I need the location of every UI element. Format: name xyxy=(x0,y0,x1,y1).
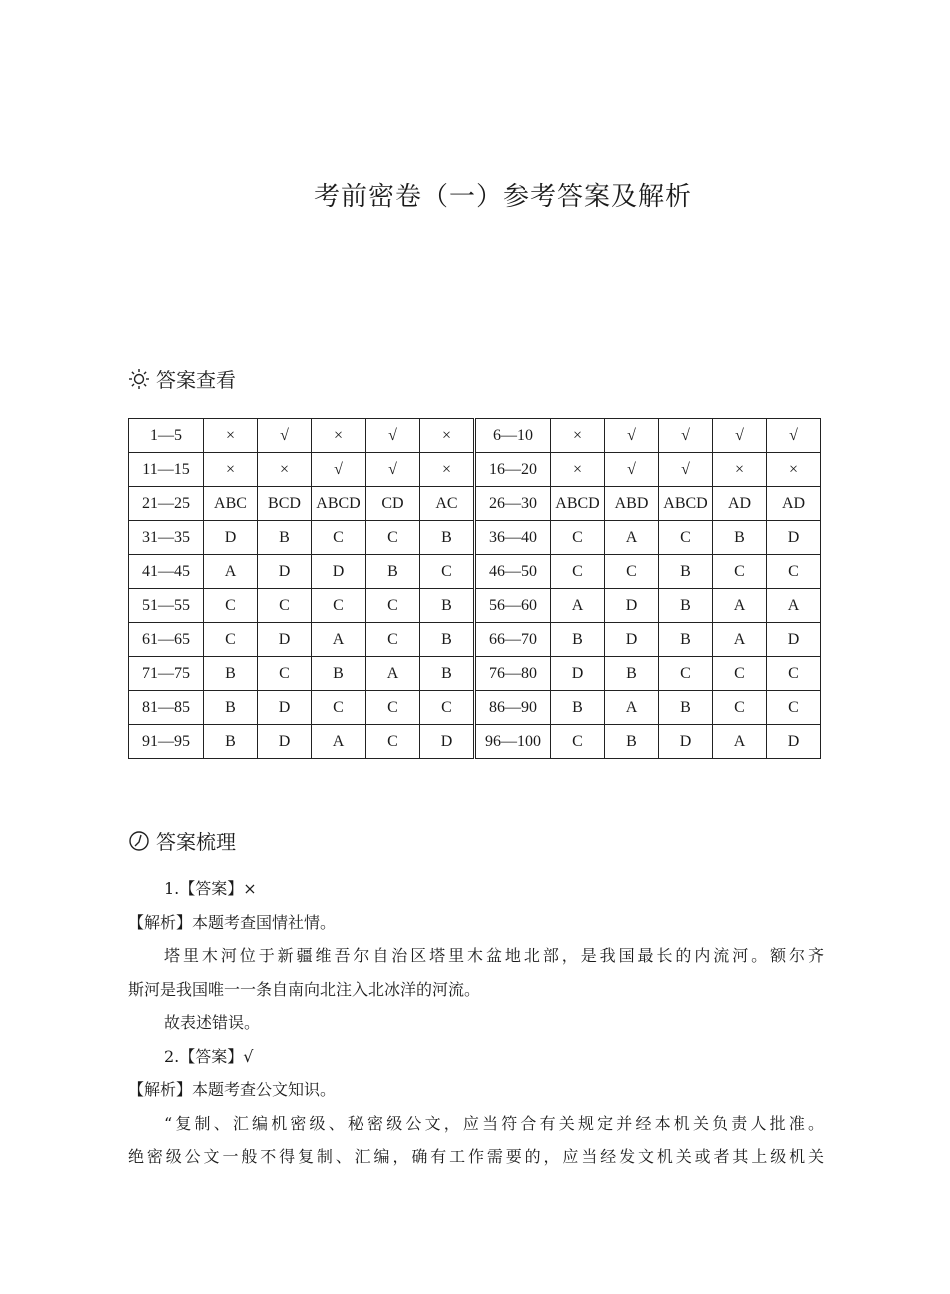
answer-cell: √ xyxy=(366,453,420,487)
answer-cell: C xyxy=(551,555,605,589)
answer-cell: × xyxy=(767,453,821,487)
range-label: 31—35 xyxy=(129,521,204,555)
answer-cell: A xyxy=(312,725,366,759)
q2-answer-line: 2.【答案】√ xyxy=(164,1046,254,1066)
answer-cell: C xyxy=(204,623,258,657)
answer-cell: D xyxy=(312,555,366,589)
answer-cell: C xyxy=(420,691,475,725)
answer-cell: D xyxy=(204,521,258,555)
answer-cell: D xyxy=(605,589,659,623)
answer-cell: ABCD xyxy=(312,487,366,521)
answer-cell: B xyxy=(204,691,258,725)
range-label: 41—45 xyxy=(129,555,204,589)
answer-cell: C xyxy=(659,521,713,555)
answer-cell: √ xyxy=(659,419,713,453)
answer-cell: D xyxy=(767,725,821,759)
answer-cell: √ xyxy=(767,419,821,453)
answer-cell: × xyxy=(258,453,312,487)
answer-cell: C xyxy=(605,555,659,589)
answer-cell: C xyxy=(312,691,366,725)
answer-cell: A xyxy=(551,589,605,623)
answer-cell: A xyxy=(713,623,767,657)
answer-cell: C xyxy=(659,657,713,691)
answer-cell: B xyxy=(420,521,475,555)
answer-cell: × xyxy=(420,453,475,487)
q1-conclusion: 故表述错误。 xyxy=(164,1013,261,1032)
table-row xyxy=(129,555,821,589)
answer-tag: 【答案】 xyxy=(179,1046,244,1066)
answer-cell: C xyxy=(420,555,475,589)
table-row xyxy=(129,657,821,691)
answer-cell: C xyxy=(258,657,312,691)
answer-cell: B xyxy=(551,623,605,657)
answer-cell: ABC xyxy=(204,487,258,521)
range-label: 86—90 xyxy=(475,691,551,725)
answer-cell: ABD xyxy=(605,487,659,521)
answer-cell: ABCD xyxy=(659,487,713,521)
answer-cell: CD xyxy=(366,487,420,521)
range-label: 46—50 xyxy=(475,555,551,589)
answer-cell: ABCD xyxy=(551,487,605,521)
analysis-tag: 【解析】 xyxy=(128,1080,193,1099)
answer-cell: B xyxy=(312,657,366,691)
answer-cell: D xyxy=(258,725,312,759)
answer-cell: D xyxy=(605,623,659,657)
answer-cell: B xyxy=(659,589,713,623)
answer-cell: B xyxy=(204,725,258,759)
answer-cell: C xyxy=(366,691,420,725)
answer-cell: C xyxy=(551,521,605,555)
range-label: 56—60 xyxy=(475,589,551,623)
answer-cell: C xyxy=(366,589,420,623)
q1-paragraph-line1: 塔里木河位于新疆维吾尔自治区塔里木盆地北部，是我国最长的内流河。额尔齐 xyxy=(164,946,824,965)
range-label: 71—75 xyxy=(129,657,204,691)
range-label: 6—10 xyxy=(475,419,551,453)
answer-cell: D xyxy=(659,725,713,759)
answer-cell: B xyxy=(551,691,605,725)
answer-cell: C xyxy=(767,657,821,691)
range-label: 66—70 xyxy=(475,623,551,657)
range-label: 1—5 xyxy=(129,419,204,453)
answer-cell: × xyxy=(204,453,258,487)
answer-cell: B xyxy=(258,521,312,555)
answer-cell: C xyxy=(767,691,821,725)
answer-cell: × xyxy=(551,419,605,453)
answer-cell: × xyxy=(204,419,258,453)
answer-cell: D xyxy=(420,725,475,759)
sun-icon xyxy=(128,368,150,390)
answer-cell: × xyxy=(551,453,605,487)
answer-cell: AD xyxy=(713,487,767,521)
q2-paragraph-line2: 绝密级公文一般不得复制、汇编，确有工作需要的，应当经发文机关或者其上级机关 xyxy=(128,1147,824,1166)
q1-analysis-line: 【解析】本题考查国情社情。 xyxy=(128,912,337,932)
answer-tag: 【答案】 xyxy=(179,879,244,898)
analysis-tag: 【解析】 xyxy=(128,912,193,932)
answer-cell: C xyxy=(713,555,767,589)
answer-cell: D xyxy=(258,555,312,589)
answer-cell: C xyxy=(767,555,821,589)
answer-cell: A xyxy=(767,589,821,623)
range-label: 11—15 xyxy=(129,453,204,487)
range-label: 21—25 xyxy=(129,487,204,521)
table-row xyxy=(129,589,821,623)
answer-cell: AD xyxy=(767,487,821,521)
analysis-body xyxy=(128,872,824,1174)
answer-cell: B xyxy=(420,657,475,691)
section-answer-analysis xyxy=(128,826,236,855)
range-label: 51—55 xyxy=(129,589,204,623)
answer-cell: B xyxy=(659,555,713,589)
range-label: 76—80 xyxy=(475,657,551,691)
table-row xyxy=(129,419,821,453)
section-answer-view xyxy=(128,364,236,393)
range-label: 81—85 xyxy=(129,691,204,725)
answer-cell: √ xyxy=(312,453,366,487)
clock-icon xyxy=(128,830,150,852)
answer-cell: B xyxy=(659,623,713,657)
answer-cell: C xyxy=(713,657,767,691)
answer-cell: C xyxy=(258,589,312,623)
answer-table xyxy=(128,418,821,759)
answer-cell: D xyxy=(258,691,312,725)
q2-analysis-line: 【解析】本题考查公文知识。 xyxy=(128,1080,337,1099)
answer-cell: D xyxy=(767,521,821,555)
range-label: 26—30 xyxy=(475,487,551,521)
q2-paragraph-line1: “复制、汇编机密级、秘密级公文，应当符合有关规定并经本机关负责人批准。 xyxy=(164,1113,824,1133)
answer-cell: √ xyxy=(366,419,420,453)
range-label: 36—40 xyxy=(475,521,551,555)
answer-cell: B xyxy=(420,589,475,623)
answer-cell: B xyxy=(605,657,659,691)
answer-cell: C xyxy=(366,521,420,555)
table-row xyxy=(129,521,821,555)
range-label: 16—20 xyxy=(475,453,551,487)
range-label: 96—100 xyxy=(475,725,551,759)
q2-answer-value: √ xyxy=(243,1046,254,1066)
answer-cell: √ xyxy=(605,419,659,453)
q1-answer-line: 1.【答案】× xyxy=(164,879,257,898)
answer-cell: BCD xyxy=(258,487,312,521)
answer-cell: B xyxy=(605,725,659,759)
answer-cell: C xyxy=(713,691,767,725)
table-row xyxy=(129,691,821,725)
answer-cell: B xyxy=(366,555,420,589)
answer-cell: A xyxy=(312,623,366,657)
answer-cell: A xyxy=(605,521,659,555)
table-row xyxy=(129,453,821,487)
answer-cell: A xyxy=(713,725,767,759)
answer-cell: D xyxy=(767,623,821,657)
answer-cell: √ xyxy=(713,419,767,453)
answer-cell: A xyxy=(713,589,767,623)
q1-paragraph-line2: 斯河是我国唯一一条自南向北注入北冰洋的河流。 xyxy=(128,979,481,999)
answer-cell: C xyxy=(366,725,420,759)
table-row xyxy=(129,623,821,657)
answer-cell: A xyxy=(204,555,258,589)
answer-cell: B xyxy=(204,657,258,691)
table-row xyxy=(129,487,821,521)
section-answer-view-label: 答案查看 xyxy=(156,368,236,392)
table-row xyxy=(129,725,821,759)
page-title: 考前密卷（一）参考答案及解析 xyxy=(313,182,692,212)
answer-cell: √ xyxy=(605,453,659,487)
answer-cell: B xyxy=(713,521,767,555)
answer-cell: C xyxy=(551,725,605,759)
answer-cell: C xyxy=(366,623,420,657)
answer-cell: A xyxy=(366,657,420,691)
range-label: 91—95 xyxy=(129,725,204,759)
answer-cell: × xyxy=(713,453,767,487)
answer-cell: D xyxy=(258,623,312,657)
answer-cell: C xyxy=(312,521,366,555)
q1-answer-value: × xyxy=(243,879,257,898)
answer-cell: AC xyxy=(420,487,475,521)
answer-cell: √ xyxy=(659,453,713,487)
answer-cell: B xyxy=(420,623,475,657)
answer-cell: B xyxy=(659,691,713,725)
answer-cell: × xyxy=(312,419,366,453)
answer-cell: √ xyxy=(258,419,312,453)
answer-cell: A xyxy=(605,691,659,725)
range-label: 61—65 xyxy=(129,623,204,657)
section-answer-analysis-label: 答案梳理 xyxy=(156,830,236,854)
answer-cell: × xyxy=(420,419,475,453)
answer-cell: C xyxy=(204,589,258,623)
answer-cell: C xyxy=(312,589,366,623)
answer-cell: D xyxy=(551,657,605,691)
